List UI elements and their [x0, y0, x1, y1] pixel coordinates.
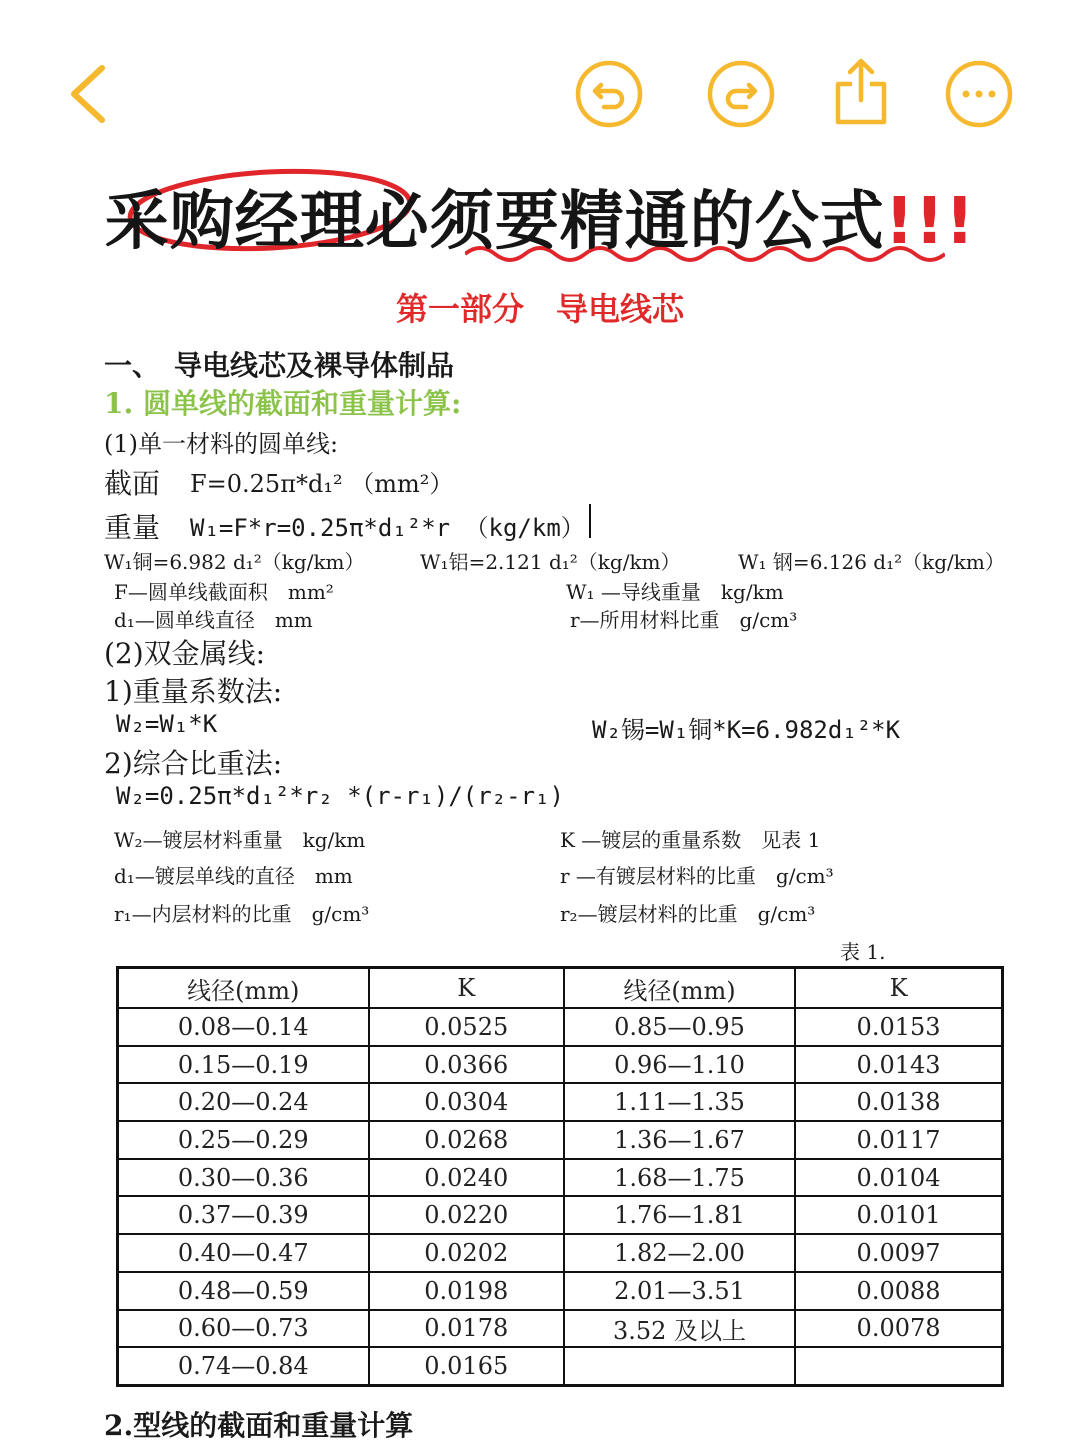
- def-w: W₁ —导线重量 kg/km: [566, 580, 784, 604]
- table-cell: 0.0240: [369, 1159, 564, 1197]
- share-icon[interactable]: [832, 56, 890, 128]
- table-cell: 0.48—0.59: [118, 1272, 369, 1310]
- table-cell: 2.01—3.51: [564, 1272, 795, 1310]
- def-r-coated: r —有镀层材料的比重 g/cm³: [560, 864, 834, 888]
- table-cell: 0.0304: [369, 1083, 564, 1121]
- table-cell: 1.76—1.81: [564, 1196, 795, 1234]
- table-header-row: [118, 968, 1003, 1009]
- part-heading: 第一部分 导电线芯: [395, 290, 684, 328]
- table-cell: 0.25—0.29: [118, 1121, 369, 1159]
- def-w2: W₂—镀层材料重量 kg/km: [114, 828, 366, 852]
- table-cell: 0.0097: [795, 1234, 1002, 1272]
- single-heading: (1)单一材料的圆单线:: [104, 430, 339, 458]
- table-cell: 0.40—0.47: [118, 1234, 369, 1272]
- table-cell: 0.0117: [795, 1121, 1002, 1159]
- table-row: [118, 1196, 1003, 1234]
- weight-label: 重量: [104, 511, 161, 544]
- steel-formula: W₁ 钢=6.126 d₁²（kg/km）: [738, 550, 1005, 574]
- def-f: F—圆单线截面积 mm²: [114, 580, 334, 604]
- table-cell: 0.0088: [795, 1272, 1002, 1310]
- table-row: [118, 1083, 1003, 1121]
- table-cell: [564, 1347, 795, 1385]
- method2-formula: W₂=0.25π*d₁²*r₂ *(r-r₁)/(r₂-r₁): [116, 782, 564, 810]
- table-cell: 0.0220: [369, 1196, 564, 1234]
- table-cell: 1.68—1.75: [564, 1159, 795, 1197]
- text-cursor: [589, 504, 591, 538]
- table-row: [118, 1310, 1003, 1348]
- method1-heading: 1)重量系数法:: [104, 675, 283, 708]
- aluminum-formula: W₁铝=2.121 d₁²（kg/km）: [420, 550, 681, 574]
- table-cell: 0.74—0.84: [118, 1347, 369, 1385]
- chevron-left-icon[interactable]: [62, 62, 112, 126]
- def-r: r—所用材料比重 g/cm³: [570, 608, 798, 632]
- table-cell: 0.30—0.36: [118, 1159, 369, 1197]
- header-k-2: K: [795, 968, 1002, 1009]
- table-cell: 0.15—0.19: [118, 1046, 369, 1084]
- method1-formula: W₂=W₁*K: [116, 710, 218, 738]
- table-cell: 0.0078: [795, 1310, 1002, 1348]
- area-label: 截面: [104, 467, 161, 500]
- table-cell: 0.0366: [369, 1046, 564, 1084]
- undo-icon[interactable]: [574, 59, 644, 129]
- table-cell: 0.0165: [369, 1347, 564, 1385]
- page-title: 采购经理必须要精通的公式!!!: [104, 185, 976, 259]
- table-row: [118, 1272, 1003, 1310]
- table-cell: 1.82—2.00: [564, 1234, 795, 1272]
- table-cell: 0.96—1.10: [564, 1046, 795, 1084]
- table-cell: 1.11—1.35: [564, 1083, 795, 1121]
- subsection-heading: 1. 圆单线的截面和重量计算:: [104, 387, 462, 420]
- table-cell: 0.08—0.14: [118, 1008, 369, 1046]
- table-row: [118, 1008, 1003, 1046]
- more-icon[interactable]: [944, 59, 1014, 129]
- weight-formula: W₁=F*r=0.25π*d₁²*r （kg/km）: [190, 514, 585, 542]
- method1-tin-formula: W₂锡=W₁铜*K=6.982d₁²*K: [592, 716, 901, 744]
- table-cell: 1.36—1.67: [564, 1121, 795, 1159]
- def-r1: r₁—内层材料的比重 g/cm³: [114, 902, 370, 926]
- redo-icon[interactable]: [706, 59, 776, 129]
- copper-formula: W₁铜=6.982 d₁²（kg/km）: [104, 550, 365, 574]
- method2-heading: 2)综合比重法:: [104, 747, 283, 780]
- def-d: d₁—圆单线直径 mm: [114, 608, 313, 632]
- header-diameter-2: 线径(mm): [564, 968, 795, 1009]
- bimetal-heading: (2)双金属线:: [104, 637, 266, 670]
- table-cell: 0.0104: [795, 1159, 1002, 1197]
- header-k: K: [369, 968, 564, 1009]
- area-formula: F=0.25π*d₁² （mm²）: [190, 470, 454, 498]
- table-row: [118, 1234, 1003, 1272]
- table-cell: 0.0138: [795, 1083, 1002, 1121]
- table-row: [118, 1159, 1003, 1197]
- def-r2: r₂—镀层材料的比重 g/cm³: [560, 902, 816, 926]
- table-row: [118, 1121, 1003, 1159]
- table-cell: 0.85—0.95: [564, 1008, 795, 1046]
- table-cell: 0.0153: [795, 1008, 1002, 1046]
- table-row: [118, 1046, 1003, 1084]
- k-table: [116, 966, 1004, 1387]
- table-cell: 3.52 及以上: [564, 1310, 795, 1348]
- section-heading: 一、 导电线芯及裸导体制品: [104, 349, 455, 382]
- table-cell: 0.0178: [369, 1310, 564, 1348]
- table-cell: 0.0101: [795, 1196, 1002, 1234]
- table-row: [118, 1347, 1003, 1385]
- def-d1: d₁—镀层单线的直径 mm: [114, 864, 353, 888]
- table-cell: 0.20—0.24: [118, 1083, 369, 1121]
- table-cell: 0.0202: [369, 1234, 564, 1272]
- table-cell: 0.0143: [795, 1046, 1002, 1084]
- table-cell: 0.37—0.39: [118, 1196, 369, 1234]
- table-cell: 0.60—0.73: [118, 1310, 369, 1348]
- header-diameter: 线径(mm): [118, 968, 369, 1009]
- def-k: K —镀层的重量系数 见表 1: [560, 828, 821, 852]
- table-cell: 0.0198: [369, 1272, 564, 1310]
- subsection-2-heading: 2.型线的截面和重量计算: [104, 1409, 414, 1442]
- table-cell: [795, 1347, 1002, 1385]
- table-cell: 0.0268: [369, 1121, 564, 1159]
- table-cell: 0.0525: [369, 1008, 564, 1046]
- table-caption: 表 1.: [840, 940, 886, 964]
